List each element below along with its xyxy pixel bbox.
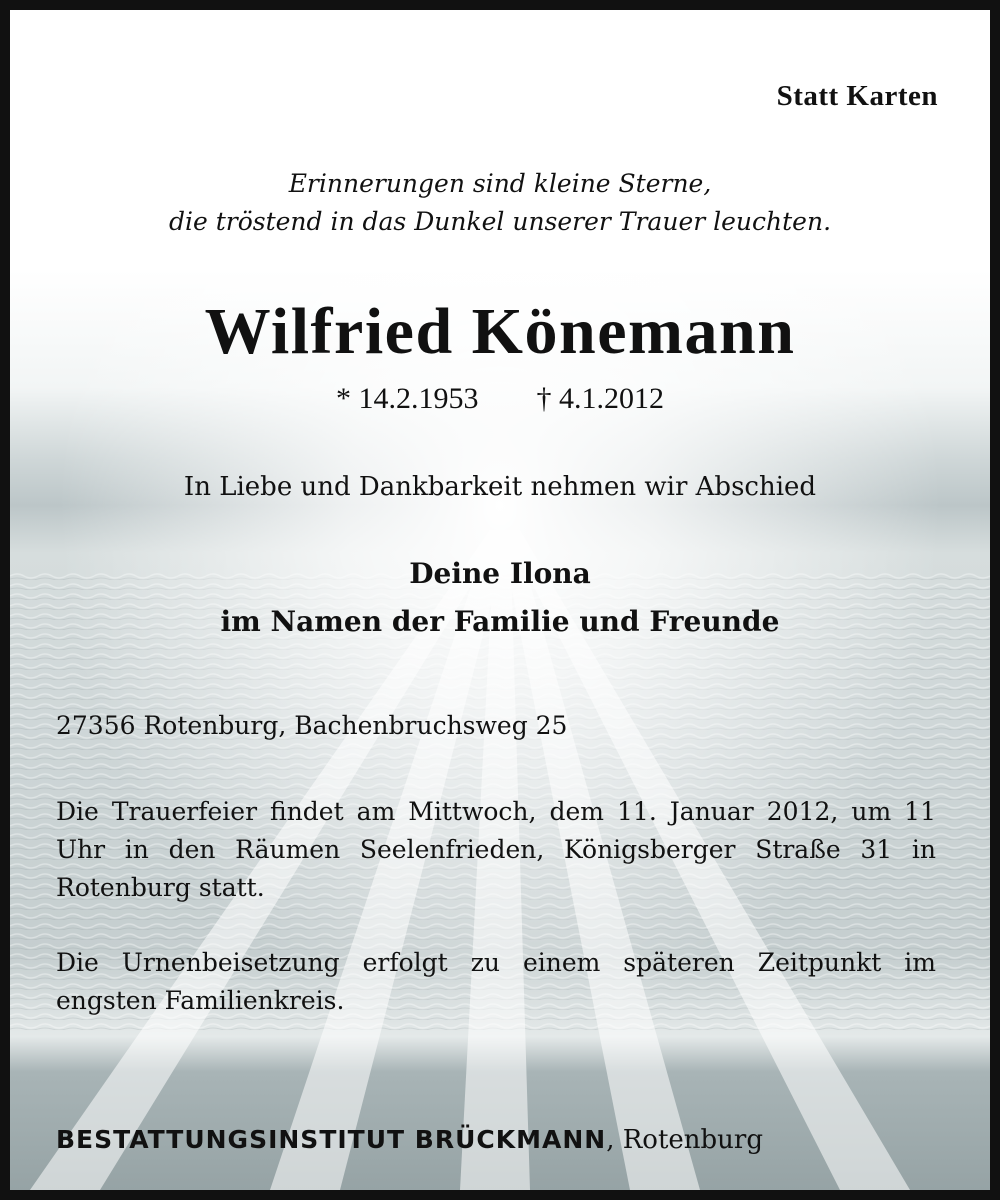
signers <box>10 550 990 646</box>
memorial-quote <box>10 165 990 241</box>
signer-line-1: Deine Ilona <box>409 557 591 590</box>
death-date: † 4.1.2012 <box>536 382 664 415</box>
farewell-line: In Liebe und Dankbarkeit nehmen wir Abschied <box>183 472 817 502</box>
funeral-home-city: , Rotenburg <box>606 1125 763 1155</box>
funeral-home-credit <box>56 1125 763 1155</box>
notice-content <box>10 10 990 1190</box>
statt-karten-label: Statt Karten <box>776 80 938 112</box>
ceremony-details: Die Trauerfeier findet am Mittwoch, dem 11. Januar 2012, um 11 Uhr in den Räumen Seelenfrieden, Königsberger Straße 31 in Rotenburg statt. <box>56 797 936 902</box>
urn-burial-details: Die Urnenbeisetzung erfolgt zu einem späteren Zeitpunkt im engsten Familienkreis. <box>56 948 936 1015</box>
signer-line-2: im Namen der Familie und Freunde <box>220 605 780 638</box>
family-address: 27356 Rotenburg, Bachenbruchsweg 25 <box>56 711 568 740</box>
life-dates <box>10 382 990 416</box>
funeral-home-name: BESTATTUNGSINSTITUT BRÜCKMANN <box>56 1125 607 1154</box>
quote-line-1: Erinnerungen sind kleine Sterne, <box>288 169 712 198</box>
quote-line-2: die tröstend in das Dunkel unserer Trauer leuchten. <box>168 207 832 236</box>
deceased-name: Wilfried Könemann <box>204 295 796 368</box>
birth-date: * 14.2.1953 <box>336 382 479 415</box>
